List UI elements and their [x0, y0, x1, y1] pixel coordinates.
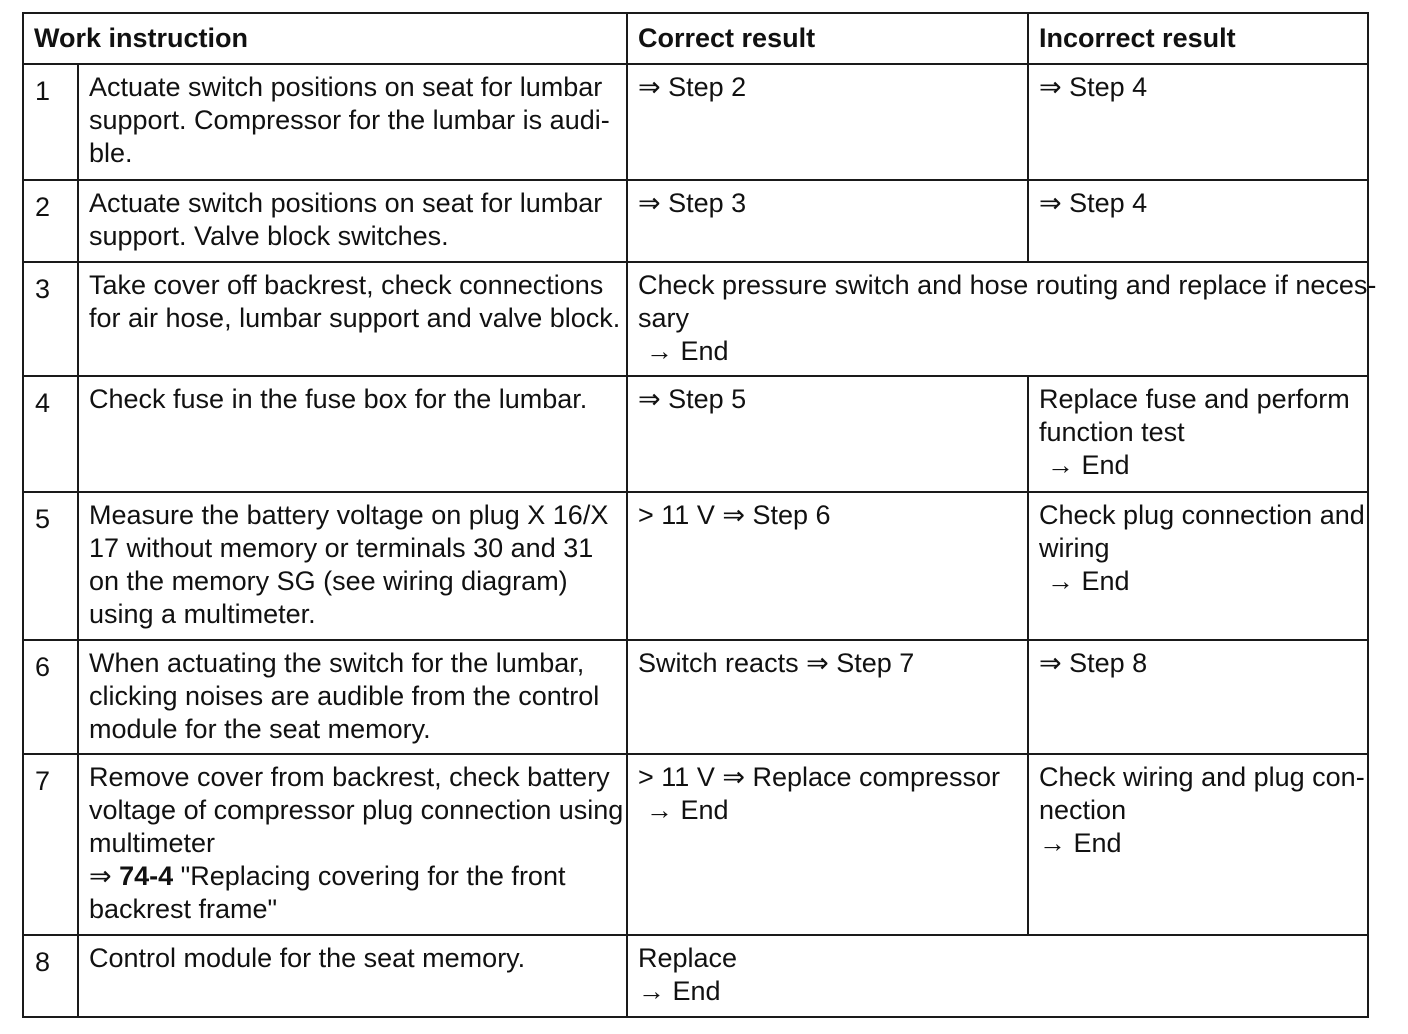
instruction-cell: Take cover off backrest, check connections for air hose, lumbar support and valve block.: [78, 262, 627, 376]
step-number: 1: [23, 64, 78, 180]
incorrect-result-cell: Replace fuse and perform function test → End: [1028, 376, 1368, 492]
header-work-instruction: Work instruction: [23, 13, 627, 64]
table-row: [23, 180, 1368, 262]
step-number: 3: [23, 262, 78, 376]
step-number: 2: [23, 180, 78, 262]
instruction-cell: Actuate switch positions on seat for lumbar support. Compressor for the lumbar is audi- ble.: [78, 64, 627, 180]
table-row: [23, 640, 1368, 754]
incorrect-result-cell: Check wiring and plug con- nection → End: [1028, 754, 1368, 935]
table-row: [23, 376, 1368, 492]
step-number: 7: [23, 754, 78, 935]
header-incorrect-result: Incorrect result: [1028, 13, 1368, 64]
table-row: [23, 492, 1368, 640]
incorrect-result-cell: ⇒ Step 8: [1028, 640, 1368, 754]
instruction-cell: Measure the battery voltage on plug X 16/X 17 without memory or terminals 30 and 31 on the memory SG (see wiring diagram) using a multimeter.: [78, 492, 627, 640]
reference-code: 74-4: [119, 861, 174, 891]
correct-result-cell: > 11 V ⇒ Replace compressor → End: [627, 754, 1028, 935]
instruction-cell: When actuating the switch for the lumbar, clicking noises are audible from the control module for the seat memory.: [78, 640, 627, 754]
table-row: [23, 262, 1368, 376]
table-row: [23, 64, 1368, 180]
diagnostic-table: [22, 12, 1377, 1018]
step-number: 8: [23, 935, 78, 1017]
instruction-cell: Remove cover from backrest, check battery voltage of compressor plug connection using multimeter ⇒ 74-4 "Replacing covering for the front backrest frame": [78, 754, 627, 935]
correct-result-cell: ⇒ Step 2: [627, 64, 1028, 180]
instruction-cell: Control module for the seat memory.: [78, 935, 627, 1017]
instruction-cell: Check fuse in the fuse box for the lumbar.: [78, 376, 627, 492]
correct-result-cell: ⇒ Step 5: [627, 376, 1028, 492]
instruction-cell: Actuate switch positions on seat for lumbar support. Valve block switches.: [78, 180, 627, 262]
merged-result-cell: Check pressure switch and hose routing and replace if neces- sary → End: [627, 262, 1368, 376]
correct-result-cell: Switch reacts ⇒ Step 7: [627, 640, 1028, 754]
incorrect-result-cell: ⇒ Step 4: [1028, 64, 1368, 180]
step-number: 4: [23, 376, 78, 492]
incorrect-result-cell: ⇒ Step 4: [1028, 180, 1368, 262]
correct-result-cell: > 11 V ⇒ Step 6: [627, 492, 1028, 640]
cross-reference: ⇒ 74-4 "Replacing covering for the front: [89, 861, 566, 891]
header-correct-result: Correct result: [627, 13, 1028, 64]
incorrect-result-cell: Check plug connection and wiring → End: [1028, 492, 1368, 640]
header-row: [23, 13, 1368, 64]
merged-result-cell: Replace → End: [627, 935, 1368, 1017]
table-row: [23, 754, 1368, 935]
step-number: 5: [23, 492, 78, 640]
step-number: 6: [23, 640, 78, 754]
correct-result-cell: ⇒ Step 3: [627, 180, 1028, 262]
table-row: [23, 935, 1368, 1017]
